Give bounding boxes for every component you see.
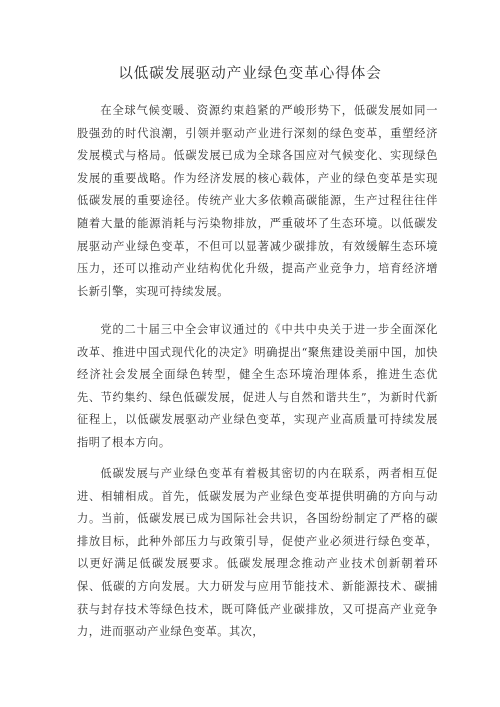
paragraph-1 [77, 100, 438, 303]
paragraph-3-text: 低碳发展与产业绿色变革有着极其密切的内在联系，两者相互促进、相辅相成。首先，低碳发展为产业绿色变革提供明确的方向与动力。当前，低碳发展已成为国际社会共识，各国纷纷制定了严格的碳排放目标，此种外部压力与政策引导，促使产业必须进行绿色变革，以更好满足低碳发展要求。低碳发展理念推动产业技术创新朝着环保、低碳的方向发展。大力研发与应用节能技术、新能源技术、碳捕获与封存技术等绿色技术，既可降低产业碳排放，又可提高产业竞争力，进而驱动产业绿色变革。其次， [77, 467, 438, 639]
document-title: 以低碳发展驱动产业绿色变革心得体会 [118, 66, 382, 82]
paragraph-1-text: 在全球气候变暖、资源约束趋紧的严峻形势下，低碳发展如同一股强劲的时代浪潮，引领并驱动产业进行深刻的绿色变革，重塑经济发展模式与格局。低碳发展已成为全球各国应对气候变化、实现绿色发展的重要战略。作为经济发展的核心载体，产业的绿色变革是实现低碳发展的重要途径。传统产业大多依赖高碳能源，生产过程往往伴随着大量的能源消耗与污染物排放，严重破坏了生态环境。以低碳发展驱动产业绿色变革，不但可以显著减少碳排放，有效缓解生态环境压力，还可以推动产业结构优化升级，提高产业竞争力，培育经济增长新引擎，实现可持续发展。 [77, 104, 438, 298]
paragraph-2 [77, 319, 438, 455]
paragraph-2-text: 党的二十届三中全会审议通过的《中共中央关于进一步全面深化改革、推进中国式现代化的决定》明确提出“聚焦建设美丽中国，加快经济社会发展全面绿色转型，健全生态环境治理体系，推进生态优先、节约集约、绿色低碳发展，促进人与自然和谐共生”，为新时代新征程上，以低碳发展驱动产业绿色变革，实现产业高质量可持续发展指明了根本方向。 [77, 323, 438, 449]
paragraph-3 [77, 463, 438, 644]
